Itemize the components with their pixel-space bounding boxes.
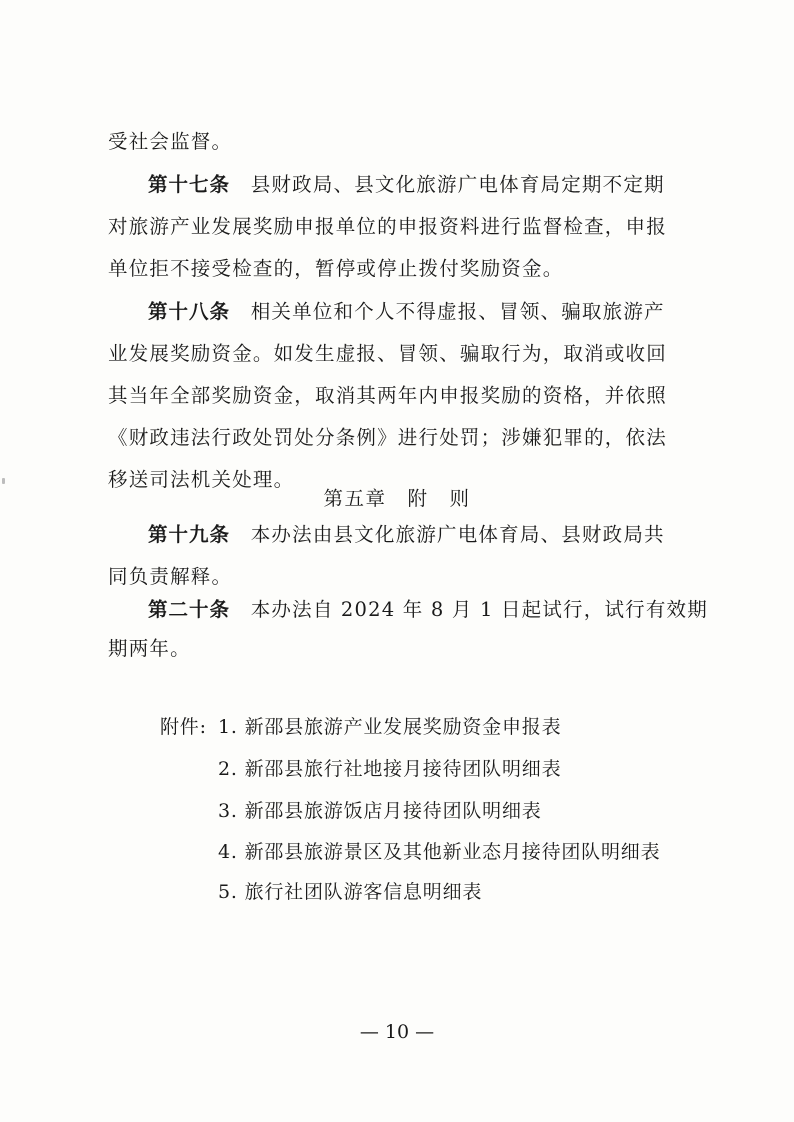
paragraph-line: 业发展奖励资金。如发生虚报、冒领、骗取行为，取消或收回 <box>108 342 667 365</box>
article-19-heading: 第十九条 <box>148 523 231 546</box>
paragraph-line: 同负责解释。 <box>108 565 233 588</box>
attachment-item: 4. 新邵县旅游景区及其他新业态月接待团队明细表 <box>218 841 661 863</box>
paragraph-line: 《财政违法行政处罚处分条例》进行处罚；涉嫌犯罪的，依法 <box>108 426 667 449</box>
article-18-first-line <box>148 298 665 326</box>
attachment-item: 3. 新邵县旅游饭店月接待团队明细表 <box>218 800 542 822</box>
article-18-heading: 第十八条 <box>148 300 231 323</box>
chapter-heading: 第五章 附 则 <box>323 487 471 510</box>
paragraph-line: 其当年全部奖励资金，取消其两年内申报奖励的资格，并依照 <box>108 384 667 407</box>
article-17-heading: 第十七条 <box>148 173 231 196</box>
scan-mark <box>2 478 5 484</box>
article-17-text: 县财政局、县文化旅游广电体育局定期不定期 <box>250 173 665 196</box>
paragraph-line: 移送司法机关处理。 <box>108 468 295 491</box>
paragraph-line: 对旅游产业发展奖励申报单位的申报资料进行监督检查，申报 <box>108 215 667 238</box>
article-19-first-line <box>148 521 665 549</box>
paragraph-line: 受社会监督。 <box>108 130 233 153</box>
article-18-text: 相关单位和个人不得虚报、冒领、骗取旅游产 <box>250 300 665 323</box>
paragraph-line: 期两年。 <box>108 637 191 660</box>
article-19-text: 本办法由县文化旅游广电体育局、县财政局共 <box>250 523 665 546</box>
article-17-first-line <box>148 171 665 199</box>
attachment-item: 2. 新邵县旅行社地接月接待团队明细表 <box>218 758 562 780</box>
article-20-first-line <box>148 596 708 624</box>
article-20-text: 本办法自 2024 年 8 月 1 日起试行，试行有效期 <box>250 598 708 621</box>
page-number: — 10 — <box>359 1021 435 1043</box>
attachment-item: 1. 新邵县旅游产业发展奖励资金申报表 <box>218 716 562 738</box>
article-20-heading: 第二十条 <box>148 598 231 621</box>
attachment-item: 5. 旅行社团队游客信息明细表 <box>218 881 483 903</box>
attachments-label: 附件: <box>160 716 207 738</box>
paragraph-line: 单位拒不接受检查的，暂停或停止拨付奖励资金。 <box>108 257 564 280</box>
